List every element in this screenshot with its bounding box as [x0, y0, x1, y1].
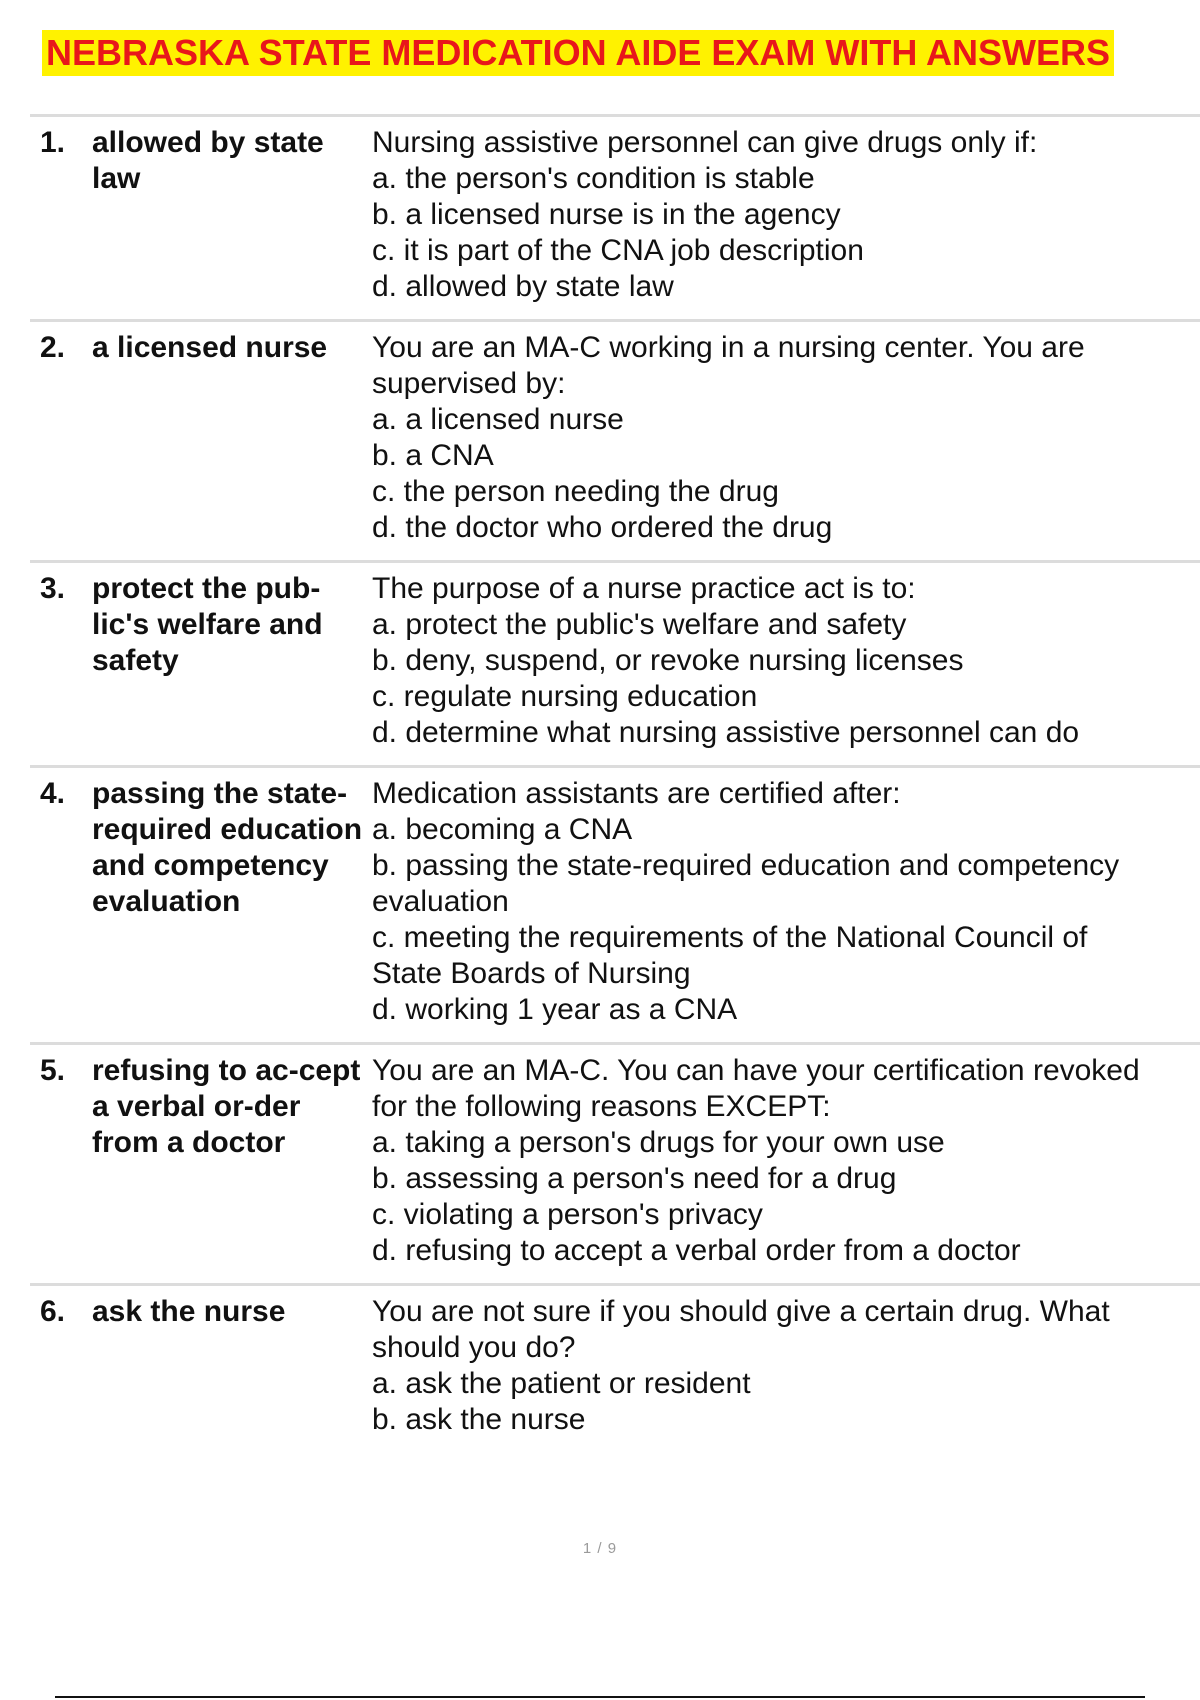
answer-term: allowed by state law [92, 126, 324, 195]
question-number: 4. [40, 777, 66, 810]
question-definition [372, 330, 1192, 546]
question-number: 3. [40, 572, 66, 605]
question-stem: for the following reasons EXCEPT: [372, 1090, 831, 1123]
question-row-3 [30, 560, 1200, 765]
question-row-2 [30, 319, 1200, 560]
question-definition [372, 776, 1192, 1028]
answer-option: d. refusing to accept a verbal order from a doctor [372, 1234, 1021, 1267]
answer-option: a. ask the patient or resident [372, 1367, 751, 1400]
answer-option: b. ask the nurse [372, 1403, 586, 1436]
answer-term: passing the state-required education and competency evaluation [92, 777, 363, 918]
answer-option: c. violating a person's privacy [372, 1198, 763, 1231]
answer-option: c. regulate nursing education [372, 680, 758, 713]
title-highlight [42, 30, 1114, 76]
question-stem: The purpose of a nurse practice act is to: [372, 572, 916, 605]
answer-option: c. meeting the requirements of the National Council of [372, 921, 1088, 954]
question-definition [372, 1053, 1192, 1269]
answer-option: a. taking a person's drugs for your own use [372, 1126, 945, 1159]
answer-term: ask the nurse [92, 1295, 286, 1328]
answer-option: b. assessing a person's need for a drug [372, 1162, 897, 1195]
answer-option: b. a licensed nurse is in the agency [372, 198, 841, 231]
document-title: NEBRASKA STATE MEDICATION AIDE EXAM WITH ANSWERS [46, 32, 1110, 73]
question-number: 2. [40, 331, 66, 364]
answer-term: a licensed nurse [92, 331, 328, 364]
question-row-6 [30, 1283, 1200, 1452]
question-stem: Medication assistants are certified after: [372, 777, 901, 810]
bottom-divider [55, 1696, 1145, 1698]
answer-option: d. working 1 year as a CNA [372, 993, 738, 1026]
question-definition [372, 125, 1192, 305]
question-stem: should you do? [372, 1331, 576, 1364]
page-indicator: 1 / 9 [582, 1540, 618, 1557]
answer-option: c. it is part of the CNA job description [372, 234, 864, 267]
answer-option: a. protect the public's welfare and safety [372, 608, 907, 641]
answer-option: d. allowed by state law [372, 270, 674, 303]
question-list [30, 114, 1200, 1452]
answer-option: a. the person's condition is stable [372, 162, 815, 195]
answer-option: a. a licensed nurse [372, 403, 624, 436]
question-stem: You are an MA-C. You can have your certification revoked [372, 1054, 1140, 1087]
question-row-5 [30, 1042, 1200, 1283]
question-number: 5. [40, 1054, 66, 1087]
question-stem: supervised by: [372, 367, 566, 400]
answer-option: evaluation [372, 885, 509, 918]
question-stem: Nursing assistive personnel can give drugs only if: [372, 126, 1038, 159]
answer-option: a. becoming a CNA [372, 813, 633, 846]
question-row-4 [30, 765, 1200, 1042]
question-number: 1. [40, 126, 66, 159]
question-definition [372, 571, 1192, 751]
answer-option: d. determine what nursing assistive personnel can do [372, 716, 1080, 749]
question-stem: You are not sure if you should give a certain drug. What [372, 1295, 1110, 1328]
answer-option: b. passing the state-required education and competency [372, 849, 1120, 882]
answer-term: protect the pub-lic's welfare and safety [92, 572, 323, 677]
answer-option: State Boards of Nursing [372, 957, 691, 990]
answer-option: b. a CNA [372, 439, 494, 472]
answer-option: b. deny, suspend, or revoke nursing licenses [372, 644, 964, 677]
answer-option: d. the doctor who ordered the drug [372, 511, 833, 544]
answer-option: c. the person needing the drug [372, 475, 779, 508]
answer-term: refusing to ac-cept a verbal or-der from a doctor [92, 1054, 361, 1159]
question-row-1 [30, 114, 1200, 319]
question-stem: You are an MA-C working in a nursing center. You are [372, 331, 1085, 364]
question-definition [372, 1294, 1192, 1438]
question-number: 6. [40, 1295, 66, 1328]
